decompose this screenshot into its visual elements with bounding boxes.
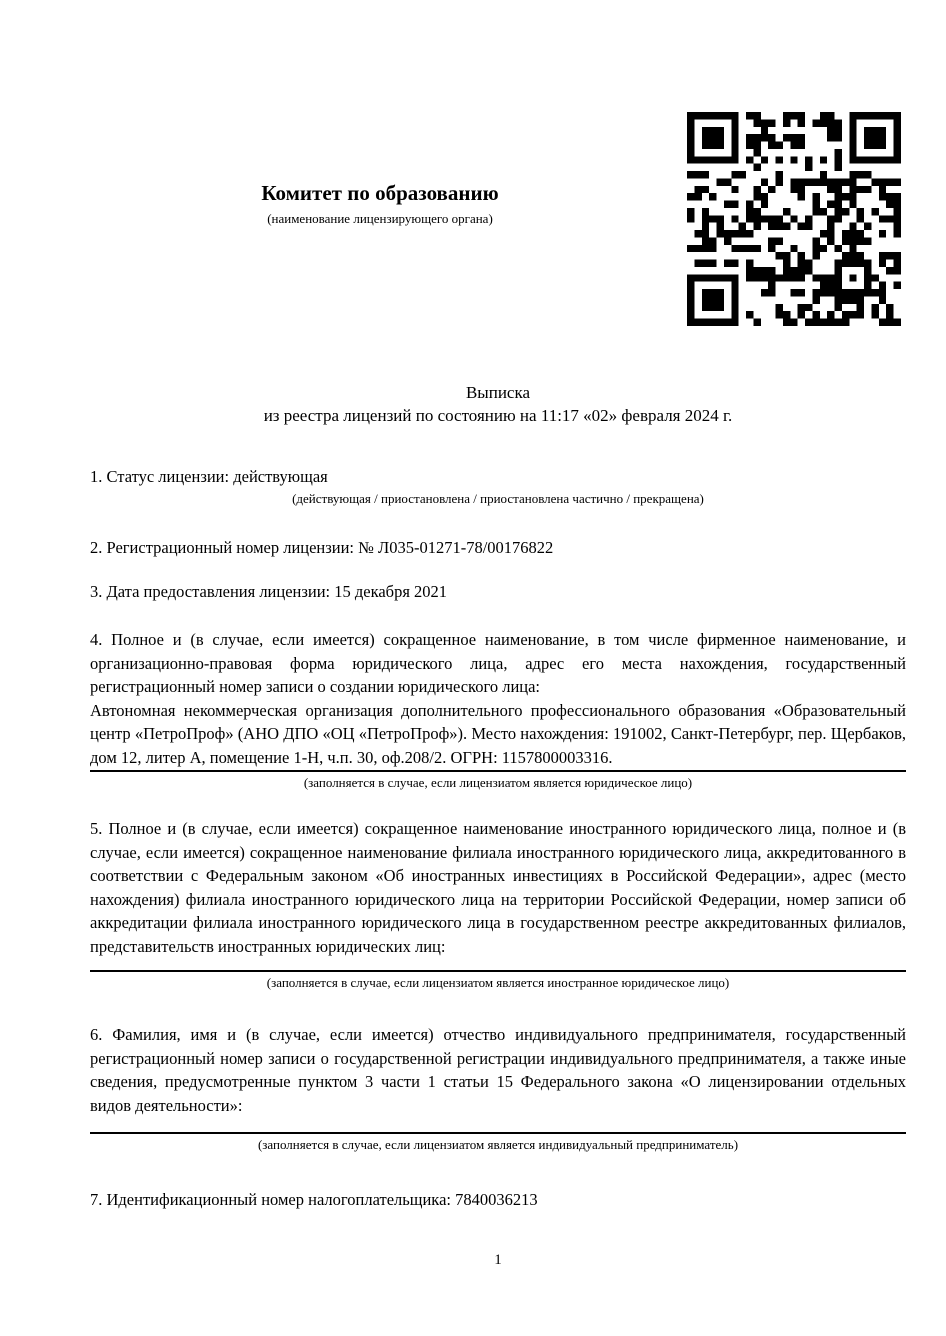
item-1-status-options-caption: (действующая / приостановлена / приостановлена частично / прекращена) bbox=[292, 491, 704, 506]
item-7-taxpayer-number: 7. Идентификационный номер налогоплательщика: 7840036213 bbox=[90, 1190, 538, 1209]
item-1-license-status: 1. Статус лицензии: действующая bbox=[90, 467, 328, 486]
item-4-legal-entity-value: Автономная некоммерческая организация дополнительного профессионального образования «Образовательный центр «ПетроПроф» (АНО ДПО «ОЦ «ПетроПроф»). Место нахождения: 191002, Санкт-Петербург, пер. Щербаков, дом 12, литер А, помещение 1-Н, ч.п. 30, оф.208/2. ОГРН: 1157800003316. bbox=[90, 700, 906, 767]
item-6-fill-caption: (заполняется в случае, если лицензиатом является индивидуальный предприниматель) bbox=[257, 1137, 739, 1152]
document-title-line1: Выписка bbox=[465, 383, 531, 402]
item-2-registration-number: 2. Регистрационный номер лицензии: № Л035-01271-78/00176822 bbox=[90, 538, 554, 557]
item-5-fill-line bbox=[90, 970, 906, 972]
item-6-fill-line bbox=[90, 1132, 906, 1134]
item-4-legal-entity-heading: 4. Полное и (в случае, если имеется) сокращенное наименование, в том числе фирменное наименование, и организационно-правовая форма юридического лица, адрес его места нахождения, государственный регистрационный номер записи о создании юридического лица: bbox=[90, 630, 906, 696]
item-5-fill-caption: (заполняется в случае, если лицензиатом является иностранное юридическое лицо) bbox=[266, 975, 730, 990]
licensing-authority-caption: (наименование лицензирующего органа) bbox=[267, 211, 493, 226]
licensing-authority-block bbox=[90, 181, 670, 227]
licensing-authority-title: Комитет по образованию bbox=[261, 181, 499, 205]
document-title bbox=[90, 381, 906, 427]
qr-code-icon bbox=[687, 112, 901, 326]
item-5-foreign-entity-heading: 5. Полное и (в случае, если имеется) сокращенное наименование иностранного юридического лица, полное и (в случае, если имеется) сокращенное наименование филиала иностранного юридического лица, аккредитованного в соответствии с Федеральным законом «Об иностранных инвестициях в Российской Федерации», адрес (место нахождения) филиала иностранного юридического лица на территории Российской Федерации, номер записи об аккредитации филиала иностранного юридического лица в государственном реестре аккредитованных филиалов, представительств иностранных юридических лиц: bbox=[90, 819, 906, 956]
document-title-line2: из реестра лицензий по состоянию на 11:17 «02» февраля 2024 г. bbox=[263, 406, 733, 425]
item-4-fill-caption: (заполняется в случае, если лицензиатом является юридическое лицо) bbox=[303, 775, 693, 790]
document-body bbox=[90, 462, 906, 1211]
page-number: 1 bbox=[494, 1252, 502, 1268]
item-4-fill-line bbox=[90, 770, 906, 772]
item-3-license-date: 3. Дата предоставления лицензии: 15 декабря 2021 bbox=[90, 582, 448, 601]
item-6-entrepreneur-heading: 6. Фамилия, имя и (в случае, если имеется) отчество индивидуального предпринимателя, государственный регистрационный номер записи о государственной регистрации индивидуального предпринимателя, а также иные сведения, предусмотренные пунктом 3 части 1 статьи 15 Федерального закона «О лицензировании отдельных видов деятельности»: bbox=[90, 1025, 906, 1115]
